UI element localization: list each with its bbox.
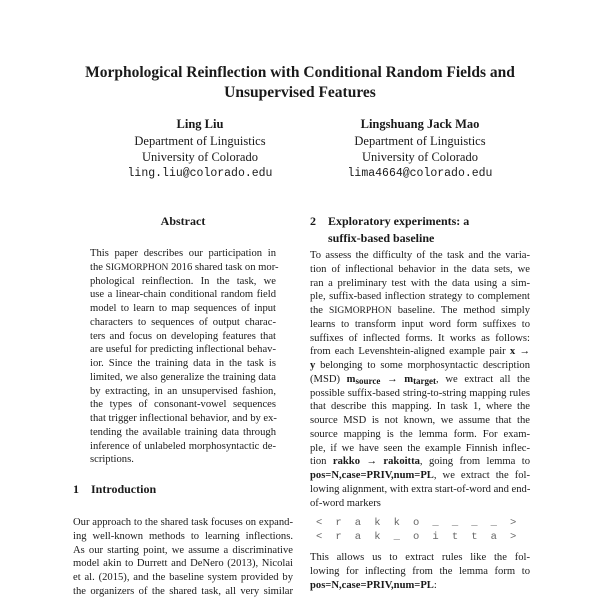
intro-heading: Introduction: [91, 482, 157, 496]
text-line: [73, 571, 293, 585]
author-dept: Department of Linguistics: [354, 133, 486, 148]
text-line: [310, 551, 530, 565]
text-line: [90, 357, 276, 371]
text-segment: characters to sequences of output charac-: [90, 316, 276, 328]
text-line: [310, 565, 530, 579]
text-line: [310, 483, 530, 497]
author-univ: University of Colorado: [362, 150, 478, 164]
text-segment: source mapping is the lemma form. For exam-: [310, 428, 530, 440]
section2-number: 2: [310, 214, 316, 228]
text-segment: et al. (2015), and the baseline system provided by: [73, 572, 293, 583]
text-segment: by extracting, in an unsupervised fashion,: [90, 385, 276, 397]
text-segment: the: [90, 261, 106, 273]
text-segment: lowing alignment, with extra start-of-word and end-: [310, 483, 531, 495]
text-segment: that trigger inflectional behavior, and by ex-: [90, 413, 277, 424]
text-line: [310, 263, 530, 277]
text-line: [90, 330, 276, 344]
text-segment: Our approach to the shared task focuses on expand-: [73, 517, 293, 528]
text-segment: pos=N,case=PRIV,num=PL: [310, 579, 434, 591]
paper-title-line-2: Unsupervised Features: [224, 84, 376, 101]
author-2: [320, 116, 520, 182]
text-segment: rakoitta: [383, 456, 420, 468]
text-line: [310, 318, 530, 332]
text-line: [90, 261, 279, 275]
text-line: [310, 249, 530, 263]
intro-number: 1: [73, 482, 79, 496]
text-line: [310, 373, 530, 387]
paper-title-line-1: Morphological Reinflection with Conditional Random Fields and: [85, 64, 515, 81]
author-email[interactable]: ling.liu@colorado.edu: [127, 166, 273, 180]
text-segment: (MSD): [310, 373, 347, 385]
text-segment: y: [310, 360, 316, 371]
text-segment: As our starting point, we assume a discriminative: [73, 544, 293, 556]
text-line: [90, 385, 276, 399]
alignment-row-1: < r a k k o _ _ _ _ >: [316, 517, 520, 529]
text-segment: 2016 shared task on mor-: [168, 261, 279, 273]
text-segment: rakko: [332, 456, 360, 468]
text-line: [90, 453, 276, 467]
author-email[interactable]: lima4664@colorado.edu: [347, 166, 493, 180]
text-segment: tion: [310, 456, 333, 468]
text-segment: possible suffix-based string-to-string mapping rules: [310, 387, 530, 399]
text-line: [310, 387, 530, 401]
text-segment: ing well-known methods to learning inflections.: [73, 530, 293, 542]
section2-heading-line-1: Exploratory experiments: a: [328, 214, 470, 228]
text-segment: →: [360, 456, 384, 468]
author-1: [100, 116, 300, 182]
text-segment: of-word markers: [310, 497, 381, 509]
text-line: [90, 398, 276, 412]
alignment-row-2: < r a k _ o i t t a >: [316, 531, 520, 543]
text-segment: m: [404, 373, 414, 385]
text-line: [310, 345, 530, 359]
text-line: [310, 277, 530, 291]
text-segment: model akin to Durrett and DeNero (2013), Nicolai: [73, 558, 293, 570]
text-line: [310, 304, 530, 318]
text-line: [90, 343, 276, 357]
text-line: [90, 275, 276, 289]
text-line: [310, 455, 530, 469]
text-segment: ran a preliminary test with the data using a sim-: [310, 277, 530, 289]
text-segment: pos=N,case=PRIV,num=PL: [310, 470, 434, 481]
text-line: [90, 288, 276, 302]
text-line: [73, 557, 293, 571]
text-segment: lowing for inflecting from the lemma form to: [310, 565, 530, 577]
text-segment: use a linear-chain conditional random field: [90, 289, 276, 301]
text-segment: source: [355, 375, 381, 386]
text-segment: phological reinflection. In the task, we: [90, 275, 276, 287]
text-segment: SIGMORPHON: [105, 262, 169, 273]
text-segment: target: [413, 375, 437, 386]
text-segment: This allows us to extract rules like the fol-: [310, 552, 530, 563]
text-line: [310, 400, 530, 414]
text-line: [310, 290, 530, 304]
text-line: [90, 316, 276, 330]
author-univ: University of Colorado: [142, 150, 258, 164]
text-segment: ple, if we have seen the example Finnish inflec-: [310, 442, 530, 454]
text-line: [90, 412, 276, 426]
text-line: [310, 428, 530, 442]
text-segment: To assess the difficulty of the task and the varia-: [310, 250, 530, 261]
text-segment: are useful for predicting inflectional behav-: [90, 344, 276, 356]
text-segment: →: [515, 346, 530, 358]
text-segment: , we extract the fol-: [433, 470, 530, 481]
text-segment: the organizers of the shared task, all very similar: [73, 585, 293, 597]
text-line: [90, 247, 276, 261]
text-line: [310, 442, 530, 456]
abstract-heading: Abstract: [160, 214, 206, 228]
text-segment: ters and focus on developing features that: [90, 330, 276, 342]
text-segment: m: [346, 373, 356, 385]
author-name: Lingshuang Jack Mao: [360, 117, 480, 131]
text-line: [90, 302, 276, 316]
text-segment: the: [310, 305, 329, 316]
text-segment: model to learn to map sequences of input: [90, 303, 276, 314]
section2-heading-line-2: suffix-based baseline: [328, 231, 435, 245]
text-segment: tending the available training data through: [90, 426, 276, 438]
text-line: [73, 585, 293, 599]
author-name: Ling Liu: [176, 117, 224, 131]
text-segment: SIGMORPHON: [328, 306, 392, 316]
text-segment: ior. Since the training data in the task is: [90, 358, 276, 369]
text-segment: →: [380, 373, 405, 385]
text-line: [90, 371, 276, 385]
text-line: [310, 469, 530, 483]
text-segment: belonging to some morphosyntactic description: [315, 360, 530, 371]
text-line: [90, 426, 276, 440]
text-line: [73, 530, 293, 544]
text-segment: that describe this mapping. In task 1, where the: [310, 401, 530, 413]
text-segment: learns to transform input word form suffixes to: [310, 318, 530, 330]
text-segment: inference of unlabeled morphosyntactic de-: [90, 440, 276, 452]
text-segment: scriptions.: [90, 454, 134, 466]
text-segment: x: [509, 346, 516, 358]
text-segment: ple, suffix-based inflection strategy to complement: [310, 291, 530, 303]
text-segment: tion of inflectional behavior in the data sets, we: [310, 263, 530, 275]
text-segment: from each Levenshtein-aligned example pair: [310, 346, 510, 358]
text-segment: This paper describes our participation in: [90, 248, 276, 259]
text-line: [73, 516, 293, 530]
text-line: [310, 497, 530, 511]
text-line: [310, 414, 530, 428]
text-segment: limited, we also generalize the training data: [90, 371, 276, 383]
text-segment: , going from lemma to: [419, 456, 530, 468]
text-segment: the types of consonant-vowel sequences: [90, 399, 276, 411]
text-segment: baseline. The method simply: [391, 305, 530, 316]
text-segment: suffixes of inflected forms. It works as follows:: [310, 332, 530, 344]
text-segment: :: [433, 579, 437, 591]
text-line: [310, 359, 530, 373]
text-segment: source MSD is not known, we assume that the: [310, 415, 530, 426]
text-line: [73, 544, 293, 558]
text-segment: , we extract all the: [436, 373, 530, 385]
text-line: [310, 332, 530, 346]
author-dept: Department of Linguistics: [134, 133, 266, 148]
text-line: [310, 579, 530, 593]
text-line: [90, 440, 276, 454]
